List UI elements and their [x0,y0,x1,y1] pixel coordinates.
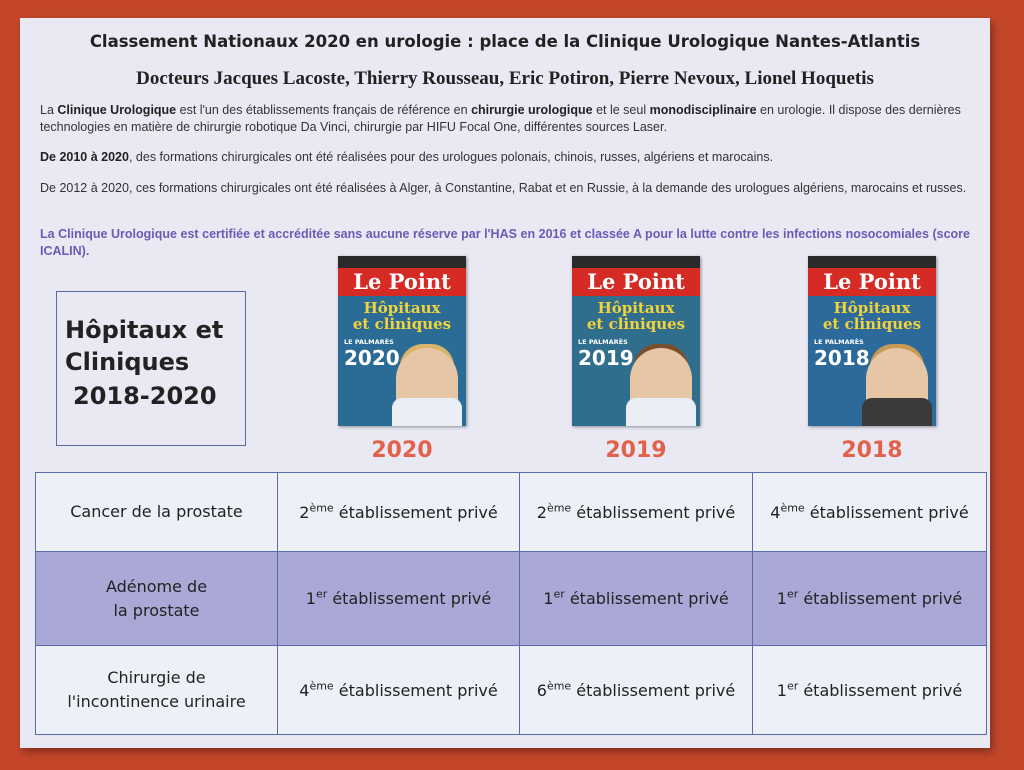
ranking-box-line-3: 2018-2020 [73,382,217,410]
magazine-cover-2020 [338,256,466,426]
magazine-cover-2019 [572,256,700,426]
ranking-table [35,472,987,735]
intro-paragraph-3: De 2012 à 2020, ces formations chirurgicales ont été réalisées à Alger, à Constantine, Rabat et en Russie, à la demande des urologues algériens, marocains et russes. [40,181,967,195]
year-label-2018: 2018 [841,438,903,463]
row-label: Cancer de la prostate [36,473,278,552]
table-cell: 6ème établissement privé [520,646,753,735]
cover-headline: Hôpitaux et cliniques [586,299,686,333]
table-cell: 1er établissement privé [753,646,987,735]
table-cell: 2ème établissement privé [520,473,753,552]
table-row [36,552,987,646]
magazine-cover-2018 [808,256,936,426]
table-cell: 4ème établissement privé [278,646,520,735]
table-cell: 4ème établissement privé [753,473,987,552]
row-label: Chirurgie de l'incontinence urinaire [36,646,278,735]
table-row [36,473,987,552]
cover-headline: Hôpitaux et cliniques [822,299,922,333]
cover-palmares: LE PALMARÈS [578,338,628,346]
row-label: Adénome de la prostate [36,552,278,646]
intro-paragraph-1: La Clinique Urologique est l'un des établissements français de référence en chirurgie urologique et le seul monodisciplinaire en urologie. Il dispose des dernières technologies en matière de chirurgie robotique Da Vinci, chirurgie par HIFU Focal One, différentes sources Laser. [40,103,961,134]
doctors-subtitle: Docteurs Jacques Lacoste, Thierry Rousseau, Eric Potiron, Pierre Nevoux, Lionel Hoquetis [136,68,874,89]
ranking-card [20,18,990,748]
year-label-2020: 2020 [371,438,433,463]
ranking-period-box [56,291,246,446]
table-cell: 1er établissement privé [753,552,987,646]
cover-logo: Le Point [808,268,936,296]
table-cell: 1er établissement privé [520,552,753,646]
certification-paragraph: La Clinique Urologique est certifiée et accréditée sans aucune réserve par l'HAS en 2016 et classée A pour la lutte contre les infections nosocomiales (score ICALIN). [40,227,970,258]
cover-year: 2019 [578,346,634,370]
cover-year: 2020 [344,346,400,370]
cover-palmares: LE PALMARÈS [344,338,394,346]
cover-logo: Le Point [572,268,700,296]
cover-year: 2018 [814,346,870,370]
page-title: Classement Nationaux 2020 en urologie : place de la Clinique Urologique Nantes-Atlantis [89,32,921,51]
cover-headline: Hôpitaux et cliniques [352,299,452,333]
ranking-box-line-2: Cliniques [65,348,190,376]
ranking-box-line-1: Hôpitaux et [65,316,224,344]
table-cell: 2ème établissement privé [278,473,520,552]
cover-logo: Le Point [338,268,466,296]
cover-palmares: LE PALMARÈS [814,338,864,346]
table-cell: 1er établissement privé [278,552,520,646]
year-label-2019: 2019 [605,438,667,463]
table-row [36,646,987,735]
intro-paragraph-2: De 2010 à 2020, des formations chirurgicales ont été réalisées pour des urologues polonais, chinois, russes, algériens et marocains. [40,150,774,164]
